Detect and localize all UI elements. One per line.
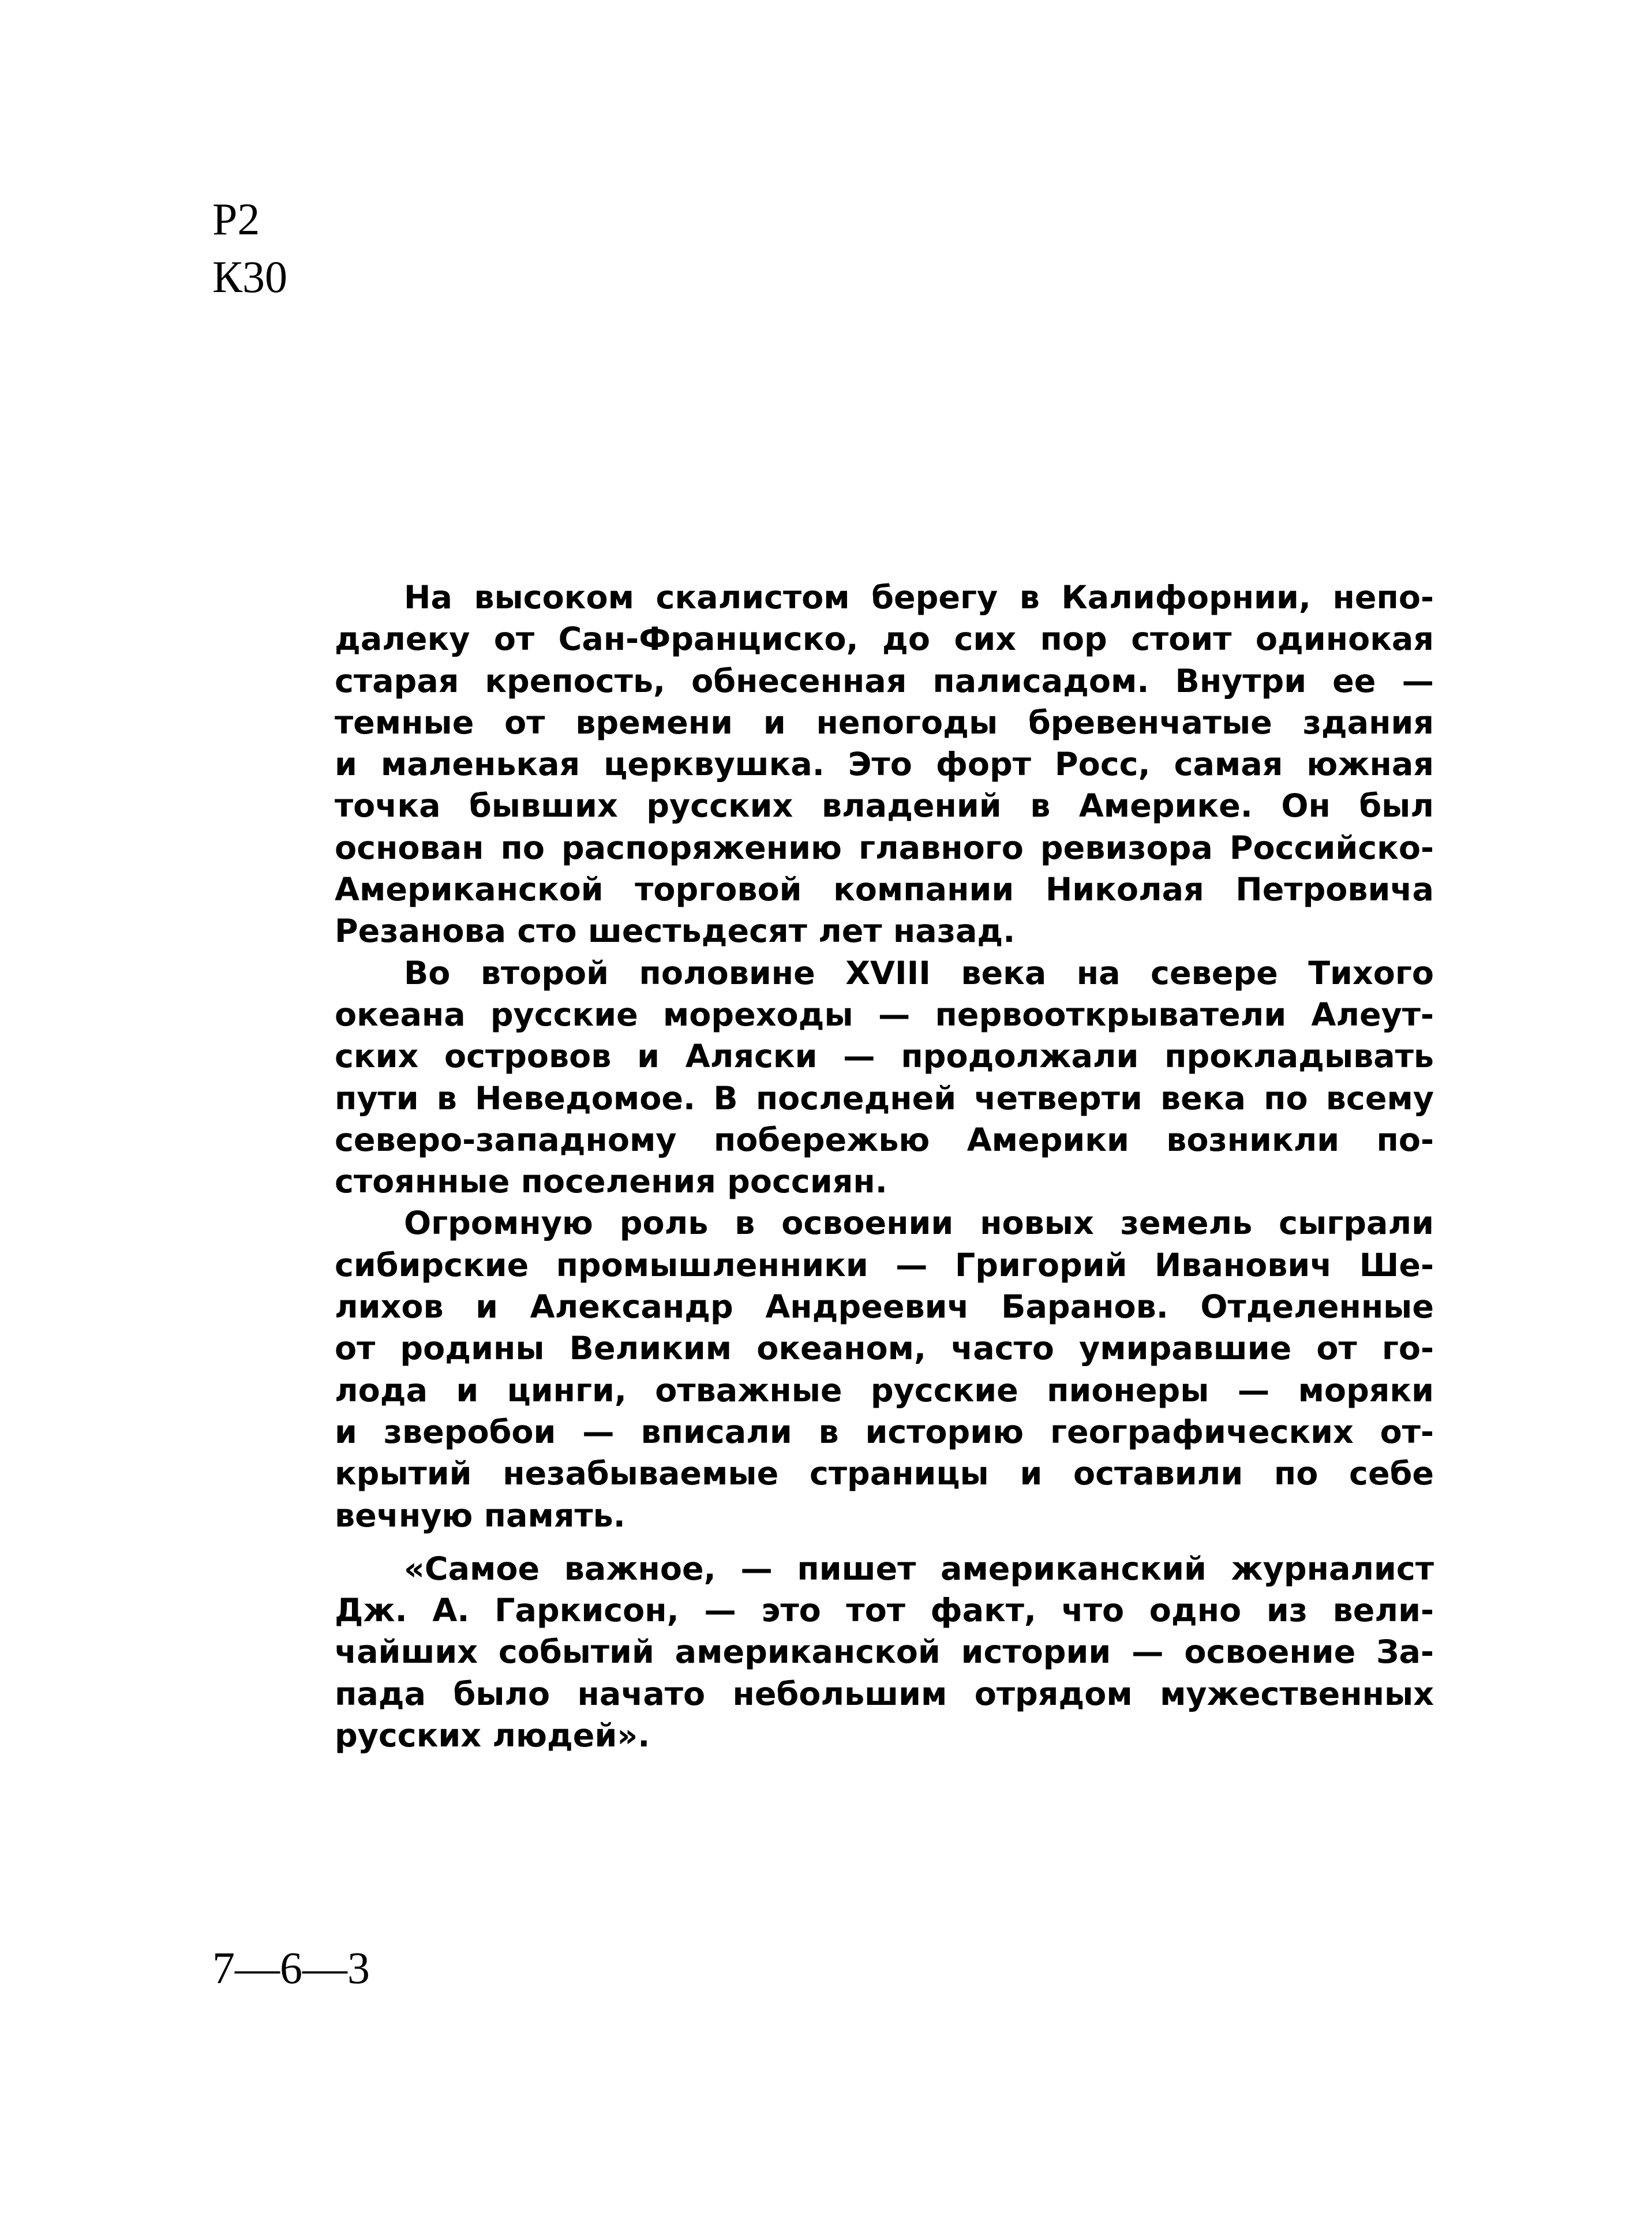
text-line: Американской торговой компании Николая Петровича <box>335 871 1434 909</box>
text-line: лихов и Александр Андреевич Баранов. Отделенные <box>335 1288 1434 1326</box>
classification-line-2: К30 <box>212 252 288 302</box>
text-line: вечную память. <box>335 1497 625 1535</box>
text-line: старая крепость, обнесенная палисадом. Внутри ее — <box>335 662 1434 700</box>
text-line: далеку от Сан-Франциско, до сих пор стоит одинокая <box>335 620 1434 659</box>
text-line: Дж. А. Гаркисон, — это тот факт, что одно из вели- <box>335 1592 1434 1630</box>
text-line: и зверобои — вписали в историю географических от- <box>335 1413 1434 1451</box>
text-line: На высоком скалистом берегу в Калифорнии, непо- <box>404 579 1434 616</box>
text-line: стоянные поселения россиян. <box>335 1163 887 1201</box>
text-line: северо-западному побережью Америки возникли по- <box>335 1121 1434 1159</box>
main-text <box>335 577 1434 1757</box>
text-line: Резанова сто шестьдесят лет назад. <box>335 912 1016 951</box>
text-line: «Самое важное, — пишет американский журналист <box>404 1550 1434 1588</box>
text-line: лода и цинги, отважные русские пионеры — моряки <box>335 1371 1434 1409</box>
text-line: от родины Великим океаном, часто умиравшие от го- <box>335 1330 1434 1368</box>
text-line: крытий незабываемые страницы и оставили по себе <box>335 1455 1434 1493</box>
text-line: ских островов и Аляски — продолжали прокладывать <box>335 1038 1434 1076</box>
text-line: пада было начато небольшим отрядом мужественных <box>335 1675 1434 1713</box>
paragraph-3 <box>335 1203 1434 1536</box>
text-line: точка бывших русских владений в Америке. Он был <box>335 787 1434 825</box>
text-line: океана русские мореходы — первооткрыватели Алеут- <box>335 996 1434 1034</box>
paragraph-2 <box>335 953 1434 1203</box>
text-line: Во второй половине XVIII века на севере Тихого <box>404 954 1434 992</box>
text-line: сибирские промышленники — Григорий Иванович Ше- <box>335 1246 1434 1284</box>
paragraph-1 <box>335 577 1434 953</box>
paragraph-4 <box>335 1548 1434 1757</box>
text-line: основан по распоряжению главного ревизора Российско- <box>335 829 1434 867</box>
text-line: чайших событий американской истории — освоение За- <box>335 1633 1434 1671</box>
text-line: пути в Неведомое. В последней четверти века по всему <box>335 1079 1434 1117</box>
text-line: темные от времени и непогоды бревенчатые здания <box>335 704 1434 742</box>
text-line: русских людей». <box>335 1717 650 1755</box>
print-code: 7—6—3 <box>212 1943 370 1993</box>
text-line: Огромную роль в освоении новых земель сыграли <box>404 1204 1434 1243</box>
classification-index <box>212 190 287 306</box>
classification-line-1: Р2 <box>212 194 260 244</box>
text-line: и маленькая церквушка. Это форт Росс, самая южная <box>335 746 1434 784</box>
